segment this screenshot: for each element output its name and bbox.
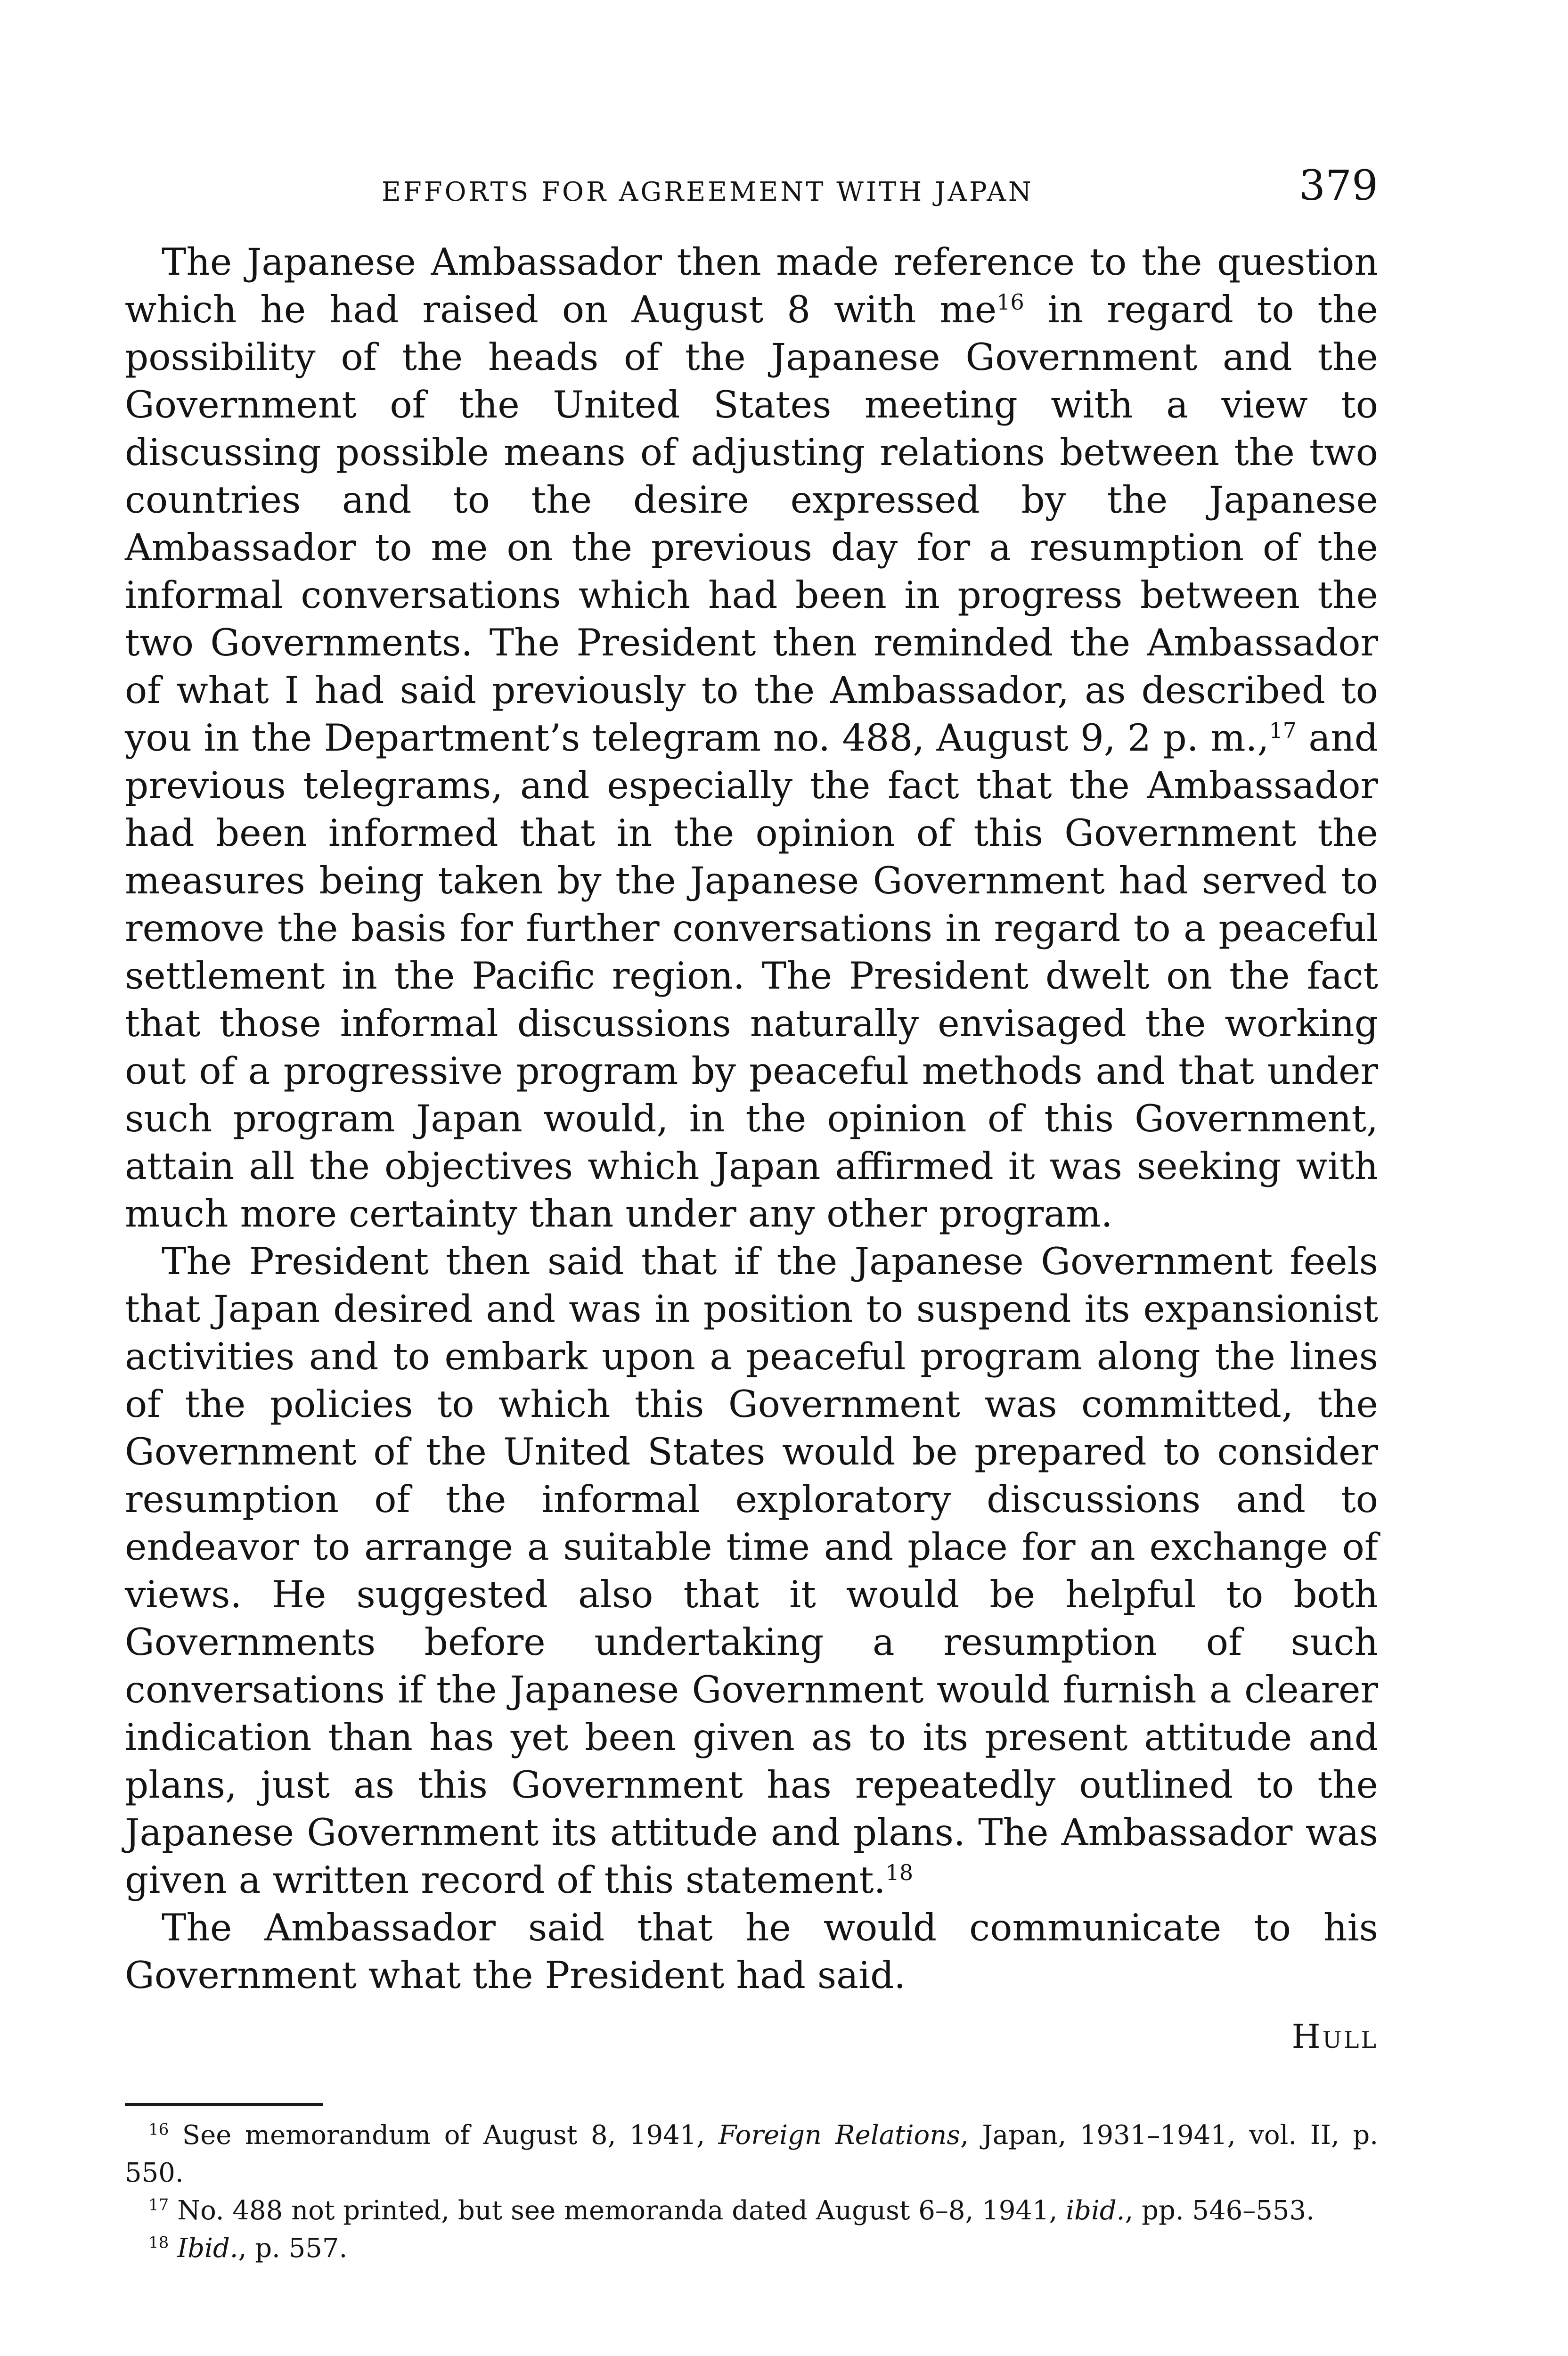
footnote-text [169,2233,177,2264]
paragraph-2-text: The President then said that if the Japanese Government feels that Japan desired and was in position to suspend its expansionist activities and to embark upon a peaceful program along the lines of the policies to which this Government was committed, the Government of the United States would be prepared to consider resumption of the informal exploratory discussions and to endeavor to arrange a suitable time and place for an exchange of views. He suggested also that it would be helpful to both Governments before undertaking a resumption of such conversations if the Japanese Government would furnish a clearer indication than has yet been given as to its present attitude and plans, just as this Government has repeatedly outlined to the Japanese Government its attitude and plans. The Ambassador was given a written record of this statement. [125,1240,1378,1902]
footnote-number: 16 [148,2120,169,2139]
footnote-italic: Ibid. [177,2233,238,2264]
footnotes [125,2117,1378,2267]
footnote-text: See memorandum of August 8, 1941, [169,2120,719,2151]
footnote-text: , pp. 546–553. [1125,2195,1315,2226]
document-page [125,155,1378,2267]
footnote-text: No. 488 not printed, but see memoranda dated August 6–8, 1941, [169,2195,1066,2226]
body-text [125,238,1378,2058]
paragraph-3: The Ambassador said that he would communicate to his Government what the President had said. [125,1906,1378,1997]
footnote-18 [125,2230,1378,2267]
running-head [125,155,1378,212]
paragraph-1-part-b: in regard to the possibility of the heads of the Japanese Government and the Government of the United States meeting with a view to discussing possible means of adjusting relations between the two countries and to the desire expressed by the Japanese Ambassador to me on the previous day for a resumption of the informal conversations which had been in progress between the two Governments. The President then reminded the Ambassador of what I had said previously to the Ambassador, as described to you in the Department’s telegram no. 488, August 9, 2 p. m., [125,288,1378,760]
footnote-number: 17 [148,2195,169,2215]
footnote-number: 18 [148,2233,169,2252]
signature: Hull [1291,2017,1378,2056]
paragraph-1-part-c: and previous telegrams, and especially the fact that the Ambassador had been informed that in the opinion of this Government the measures being taken by the Japanese Government had served to remove the basis for further conversations in regard to a peaceful settlement in the Pacific region. The President dwelt on the fact that those informal discussions naturally envisaged the working out of a progressive program by peaceful methods and that under such program Japan would, in the opinion of this Government, attain all the objectives which Japan affirmed it was seeking with much more certainty than under any other program. [125,716,1378,1235]
footnote-ref-17: 17 [1269,717,1297,743]
footnote-ref-18: 18 [885,1859,914,1885]
footnote-16 [125,2117,1378,2192]
footnote-ref-16: 16 [996,289,1024,315]
page-number: 379 [1299,161,1378,210]
footnote-divider [125,2103,323,2106]
footnote-text: , p. 557. [238,2233,348,2264]
paragraph-1-part-a: The Japanese Ambassador then made reference to the question which he had raised on August 8 with me [125,240,1378,331]
footnote-italic: Foreign Relations [718,2120,961,2151]
footnote-text: , Japan, 1931–1941, vol. II, p. 550. [125,2120,1379,2188]
paragraph-2 [125,1238,1378,1904]
footnote-italic: ibid. [1066,2195,1125,2226]
running-title: EFFORTS FOR AGREEMENT WITH JAPAN [382,177,1034,207]
paragraph-1 [125,238,1378,1238]
footnote-17 [125,2192,1378,2230]
